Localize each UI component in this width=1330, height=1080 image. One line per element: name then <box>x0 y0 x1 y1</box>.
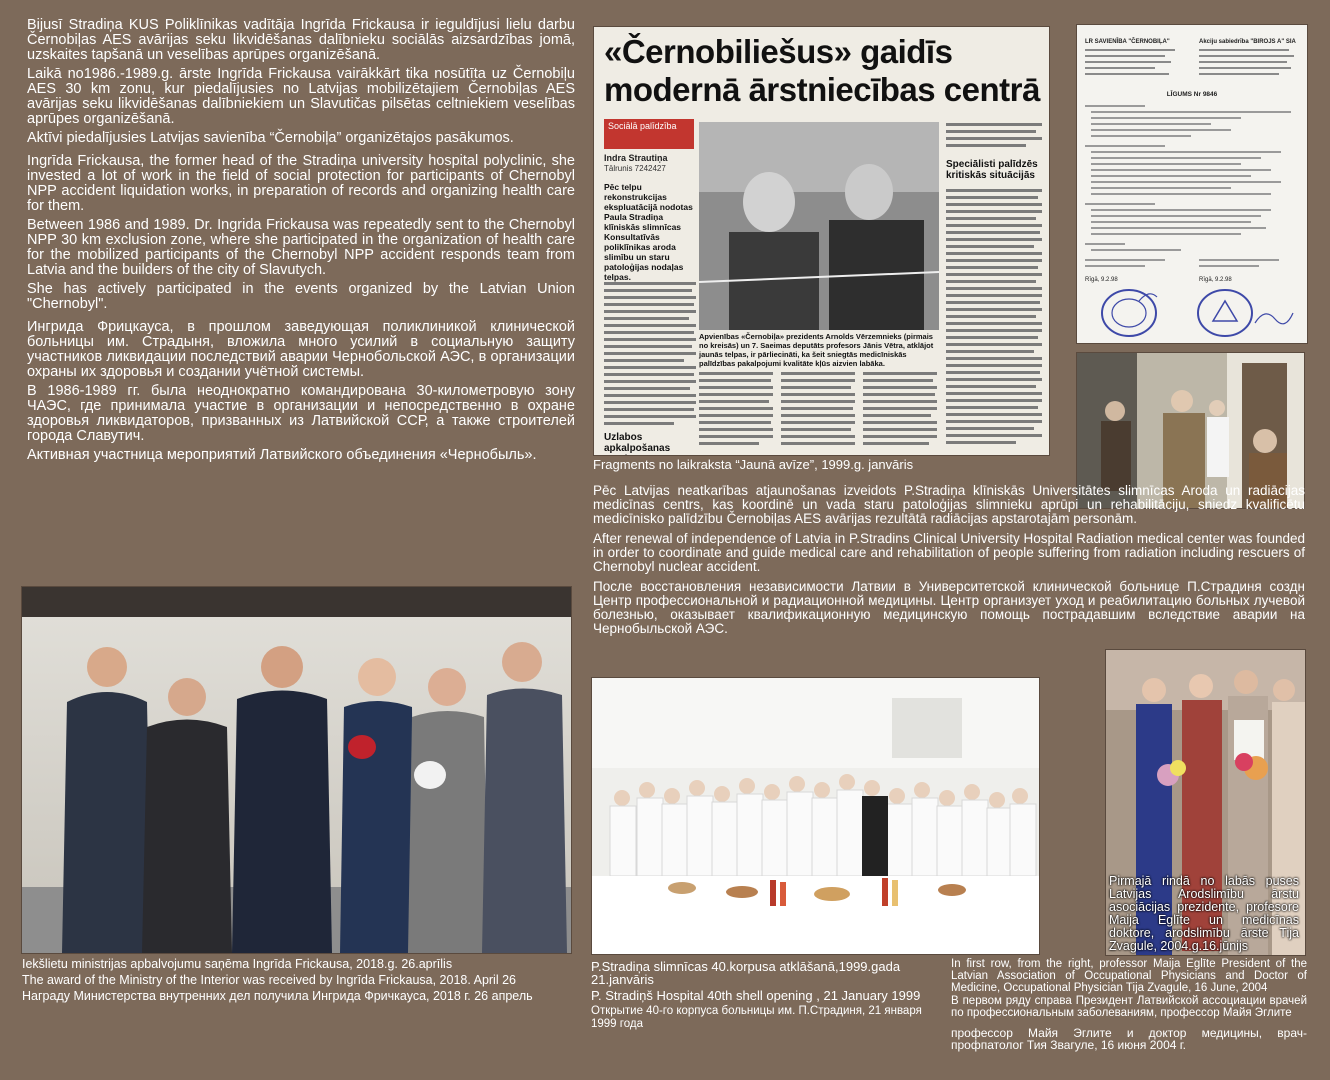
contract-party-left: LR SAVIENĪBA "ČERNOBIĻA" <box>1085 39 1170 45</box>
ru-paragraph-2: В 1986-1989 гг. была неоднократно командирована 30-километровую зону ЧАЭС, где принимала участие в организации и непосредственно в охране здоровья ликвидаторов, призванных из Латвийской ССР, а также строителей города Славутич. <box>27 383 575 444</box>
newspaper-section-label <box>604 119 694 149</box>
award-caption <box>22 958 582 1006</box>
newspaper-headline-1: «Černobiliešus» gaidīs <box>604 33 953 70</box>
newspaper-column-text-middle <box>699 372 939 452</box>
ru-paragraph-1: Ингрида Фрицкауса, в прошлом заведующая поликлиникой клинической больницы им. Страдыня, вложила много усилий в социальную защиту участников ликвидации последствий аварии Чернобольской АЭС, в организации охраны их здоровья и создании учётной системы. <box>27 319 575 380</box>
stamp-left-icon <box>1099 287 1159 339</box>
physicians-caption-en: In first row, from the right, professor Maija Eglīte President of the Latvian Association of Occupational Physicians and Doctor of Medicine, Occupational Physician Tija Zvagule, 16 June, 2004 <box>951 958 1307 994</box>
en-paragraph-2: Between 1986 and 1989. Dr. Ingrida Frickausa was repeatedly sent to the Chernobyl NPP 30 km exclusion zone, where she participated in the organization of health care for the mobilized participants of the Chernobyl NPP accident responds team from Latvia and the builders of the city of Slavutych. <box>27 217 575 278</box>
physicians-overlay-caption: Pirmajā rindā no labās puses Latvijas Arodslimību ārstu asociācijas prezidente, profesore Maija Eglīte un medicīnas doktore, arodslimību ārste Tija Zvagule, 2004.g.16.jūnijs <box>1109 874 1299 953</box>
stamp-right-icon <box>1189 287 1299 339</box>
opening-caption-ru: Открытие 40-го корпуса больницы им. П.Страдиня, 21 января 1999 года <box>591 1005 922 1030</box>
newspaper-photo <box>699 122 939 330</box>
physicians-caption-ru: В первом ряду справа Президент Латвийской ассоциации врачей по профессиональным заболеваниям, профессор Майя Эглите <box>951 995 1307 1019</box>
newspaper-lead: Pēc telpu rekonstrukcijas ekspluatācijā nodotas Paula Stradiņa klīniskās slimnīcas Konsultatīvās poliklīnikas aroda slimību un staru patoloģijas nodaļas telpas. <box>604 182 693 282</box>
photo-physicians <box>1105 649 1306 956</box>
photo-opening-ceremony-image <box>592 678 1039 954</box>
center-description-ru: После восстановления независимости Латвии в Университетской клинической больнице П.Страдиня создн Центр профессиональной и радиационной медицины. Центр организует уход и реабилитацию больных лучевой болезнью, оказывает квалификационную медицинскую помощь пострадавшим вследствие аварии на Чернобыльской АЭС. <box>593 579 1305 636</box>
lv-paragraph-2: Laikā no1986.-1989.g. ārste Ingrīda Frickausa vairākkārt tika nosūtīta uz Černobiļu AES 30 km zonu, kur piedalījusies no Latvijas mobilizētajiem Černobiļas AES avārijas seku likvidēšanas dalībniekiem un Slavutičas pilsētas celtniekiem veselības aprūpes organizēšanā. <box>27 66 575 127</box>
newspaper-photo-image <box>699 122 939 330</box>
newspaper-photo-caption: Apvienības «Černobiļa» prezidents Arnolds Vērzemnieks (pirmais no kreisās) un 7. Saeimas deputāts profesors Jānis Vētra, atklājot jaunās telpas, ir pārliecināti, ka šeit sniegtās medicīniskās palīdzības pakalpojumi kvalitāte kļūs aizvien labāka. <box>699 332 934 368</box>
newspaper-headline-2: modernā ārstniecības centrā <box>604 71 1040 108</box>
newspaper-section: Sociālā palīdzība <box>608 121 677 131</box>
contract-title: LĪGUMS Nr 9846 <box>1166 91 1218 98</box>
newspaper-column-text-right <box>946 123 1042 453</box>
physicians-caption-ru-2: профессор Майя Эглите и доктор медицины, врач-профпатолог Тия Звагуле, 16 июня 2004 г. <box>951 1026 1307 1052</box>
contract-party-right: Akciju sabiedrība "BIROJS A" SIA <box>1199 39 1296 45</box>
photo-award-group-image <box>22 587 571 953</box>
opening-caption-en: P. Stradiņš Hospital 40th shell opening , 21 January 1999 <box>591 988 921 1003</box>
photo-opening-ceremony <box>591 677 1040 955</box>
center-description <box>593 484 1305 640</box>
en-paragraph-3: She has actively participated in the events organized by the Latvian Union "Chernobyl". <box>27 281 575 312</box>
newspaper-subhead-2: Uzlabos apkalpošanas <box>604 432 671 454</box>
newspaper-phone: Tālrunis 7242427 <box>604 164 666 173</box>
left-text-column <box>27 18 575 467</box>
newspaper-clipping <box>593 26 1050 456</box>
lv-paragraph-3: Aktīvi piedalījusies Latvijas savienība “Černobiļa” organizētajos pasākumos. <box>27 130 514 146</box>
newspaper-column-text-left <box>604 282 696 427</box>
award-caption-ru: Награду Министерства внутренних дел получила Ингрида Фричкауса, 2018 г. 26 апрель <box>22 989 533 1003</box>
lv-paragraph-1: Bijusī Stradiņa KUS Poliklīnikas vadītāja Ingrīda Frickausa ir ieguldījusi lielu darbu Černobiļas AES avārijas seku likvidēšanas dalībnieku sociālās aizsardzības jomā, uzskaites tapšanā un veselības aprūpes organizēšanā. <box>27 17 575 63</box>
center-description-lv: Pēc Latvijas neatkarības atjaunošanas izveidots P.Stradiņa klīniskās Universitātes slimnīcas Aroda un radiācijas medicīnas centrs, kas koordinē un vada staru patoloģijas slimnieku aprūpi un rehabilitāciju, sniedz kvalificētu medicīnisko palīdzību Černobiļas AES avārijas rezultātā radiācijas apstarotajām personām. <box>593 483 1305 526</box>
ru-paragraph-3: Активная участница мероприятий Латвийского объединения «Чернобыль». <box>27 447 537 463</box>
opening-caption <box>591 960 936 1034</box>
photo-award-group <box>21 586 572 954</box>
contract-document <box>1076 24 1308 344</box>
opening-caption-lv: P.Stradiņa slimnīcas 40.korpusa atklāšanā,1999.gada 21.janvāris <box>591 959 901 987</box>
contract-date-left: Rīgā, 9.2.98 <box>1085 277 1118 283</box>
contract-header-lines <box>1085 49 1300 89</box>
newspaper-subhead-1: Speciālisti palīdzēs kritiskās situācijās <box>946 159 1038 181</box>
award-caption-lv: Iekšlietu ministrijas apbalvojumu saņēma Ingrīda Frickausa, 2018.g. 26.aprīlis <box>22 957 453 971</box>
center-description-en: After renewal of independence of Latvia in P.Stradins Clinical University Hospital Radiation medical center was founded in order to coordinate and guide medical care and rehabilitation of people suffering from radiation including rescuers of Chernobyl nuclear accident. <box>593 531 1305 574</box>
en-paragraph-1: Ingrīda Frickausa, the former head of the Stradiņa university hospital polyclinic, she invested a lot of work in the field of social protection for participants of Chernobyl NPP accident liquidation works, in preparation of records and organizing health care for them. <box>27 153 575 214</box>
award-caption-en: The award of the Ministry of the Interior was received by Ingrīda Frickausa, 2018. April 26 <box>22 973 516 987</box>
newspaper-caption: Fragments no laikraksta “Jaunā avīze”, 1999.g. janvāris <box>593 457 914 472</box>
newspaper-author: Indra Strautiņa <box>604 153 668 163</box>
physicians-caption <box>951 958 1307 1054</box>
contract-body-lines <box>1085 105 1300 305</box>
contract-date-right: Rīgā, 9.2.98 <box>1199 277 1232 283</box>
